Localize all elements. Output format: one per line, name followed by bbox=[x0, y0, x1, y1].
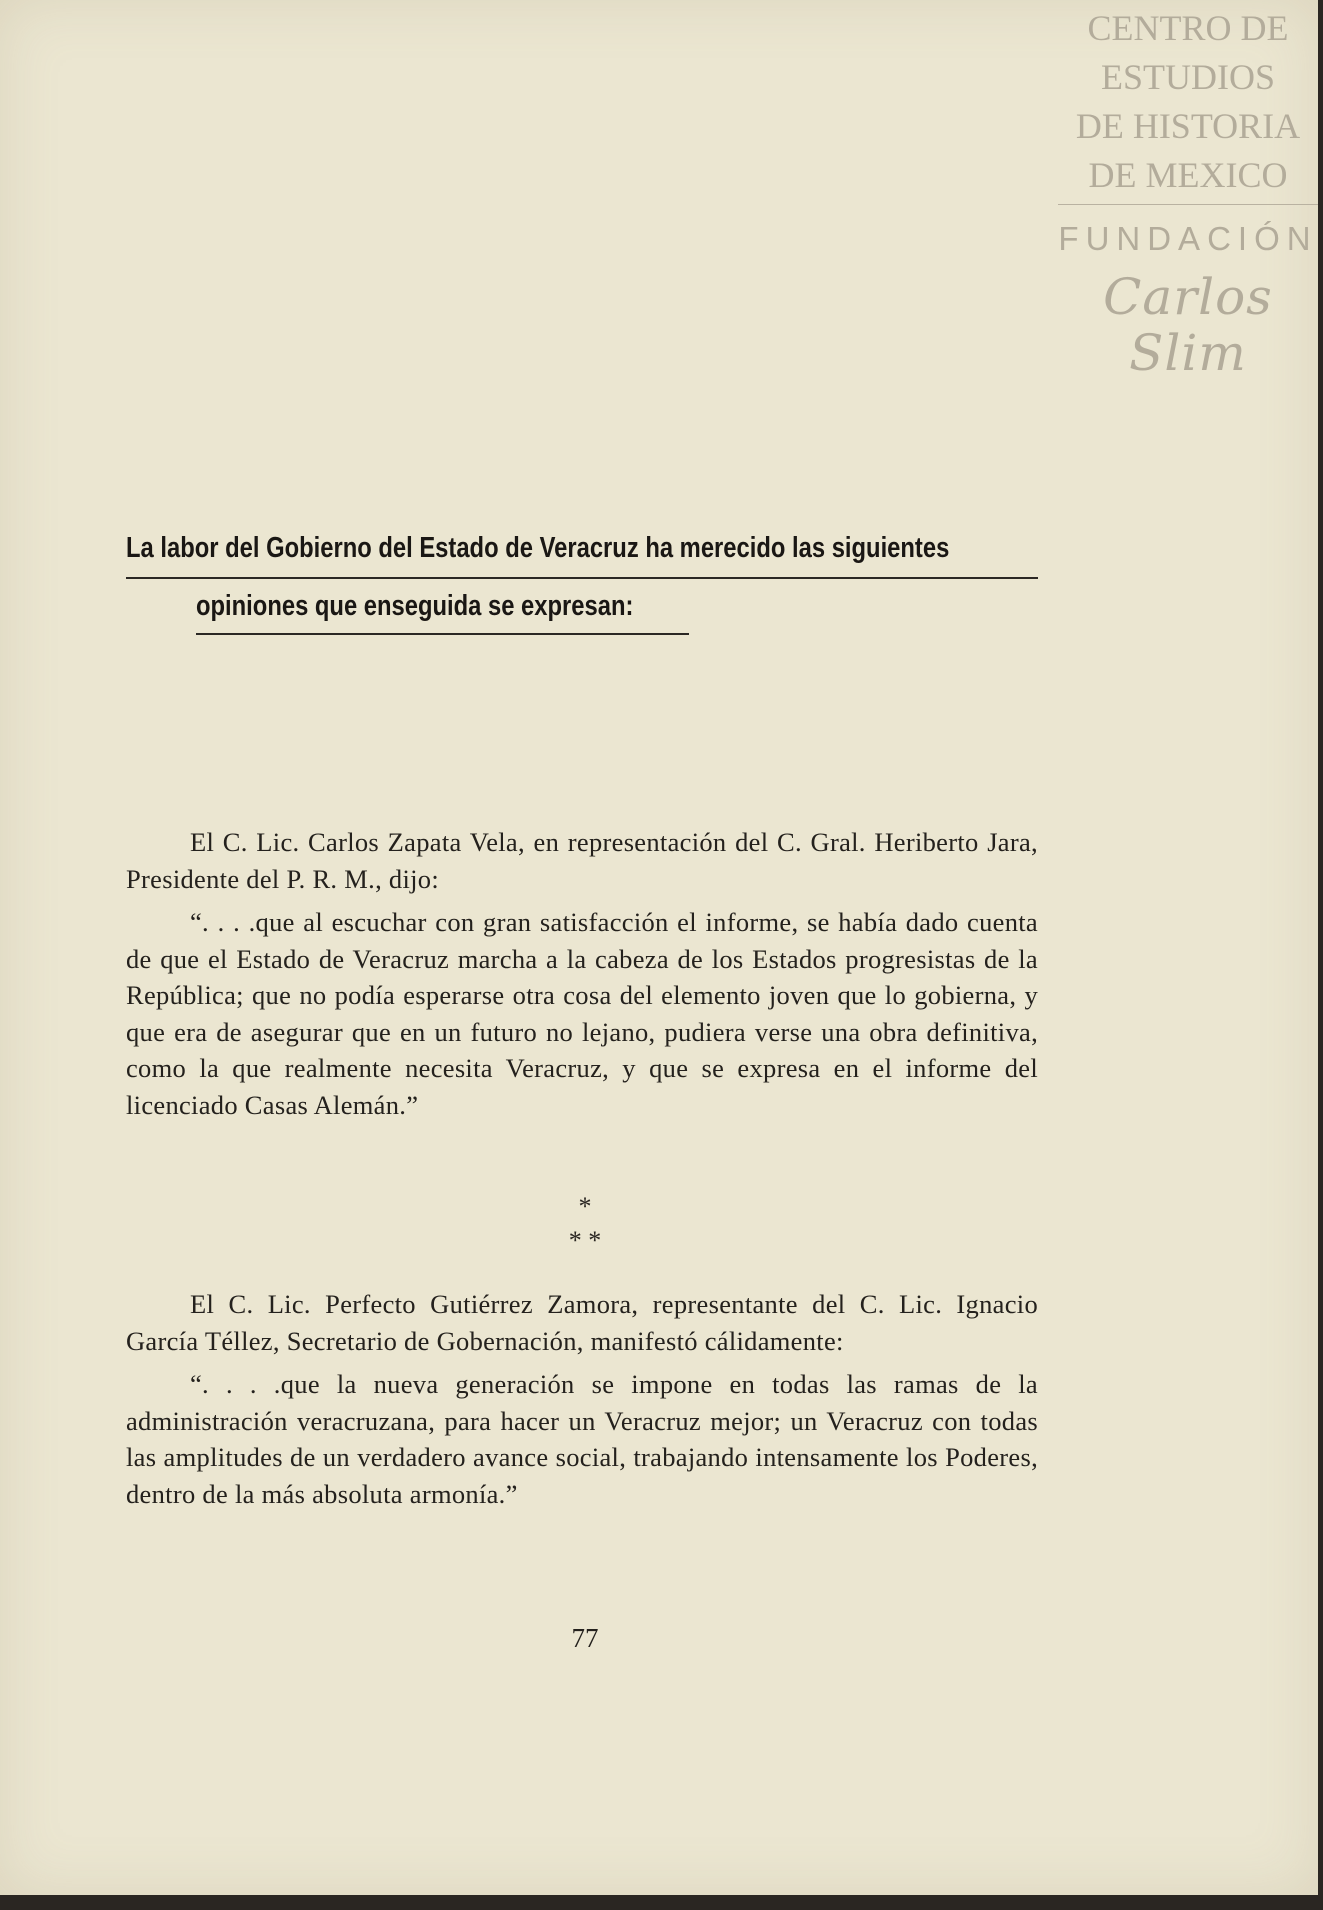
watermark-line-1: CENTRO DE bbox=[1087, 8, 1289, 48]
statement-intro: El C. Lic. Carlos Zapata Vela, en representación del C. Gral. Heriberto Jara, Presidente del P. R. M., dijo: bbox=[126, 827, 1038, 894]
watermark-line-3: DE HISTORIA bbox=[1075, 106, 1301, 146]
statement-gutierrez-zamora bbox=[126, 1286, 1038, 1519]
watermark-foundation: FUNDACIÓN bbox=[1058, 220, 1318, 257]
archive-watermark bbox=[1058, 4, 1318, 381]
statement-quote: “. . . .que al escuchar con gran satisfacción el informe, se había dado cuenta de que el Estado de Veracruz marcha a la cabeza de los Estados progresistas de la República; que no podía esperarse otra cosa del elemento joven que lo gobierna, y que era de asegurar que en un futuro no lejano, pudiera verse una obra definitiva, como la que realmente necesita Veracruz, y que se expresa en el informe del licenciado Casas Alemán.” bbox=[126, 907, 1038, 1120]
watermark-divider bbox=[1058, 204, 1318, 205]
section-separator bbox=[540, 1190, 630, 1258]
statement-zapata-vela bbox=[126, 824, 1038, 1130]
page-number: 77 bbox=[571, 1623, 599, 1653]
heading-underline-1 bbox=[126, 577, 1038, 579]
watermark-line-4: DE MEXICO bbox=[1088, 155, 1288, 195]
statement-quote: “. . . .que la nueva generación se impone en todas las ramas de la administración veracruzana, para hacer un Veracruz mejor; un Veracruz con todas las amplitudes de un verdadero avance social, trabajando intensamente los Poderes, dentro de la más absoluta armonía.” bbox=[126, 1369, 1038, 1509]
separator-bottom: * * bbox=[568, 1226, 602, 1255]
watermark-signature: Carlos Slim bbox=[1103, 268, 1273, 382]
heading-line-2: opiniones que enseguida se expresan: bbox=[196, 590, 634, 622]
separator-top: * bbox=[578, 1192, 592, 1221]
watermark-line-2: ESTUDIOS bbox=[1100, 57, 1275, 97]
statement-intro: El C. Lic. Perfecto Gutiérrez Zamora, representante del C. Lic. Ignacio García Téllez, Secretario de Gobernación, manifestó cálidamente: bbox=[126, 1289, 1038, 1356]
heading-underline-2 bbox=[196, 633, 689, 635]
heading-line-1: La labor del Gobierno del Estado de Veracruz ha merecido las siguientes bbox=[126, 532, 950, 564]
